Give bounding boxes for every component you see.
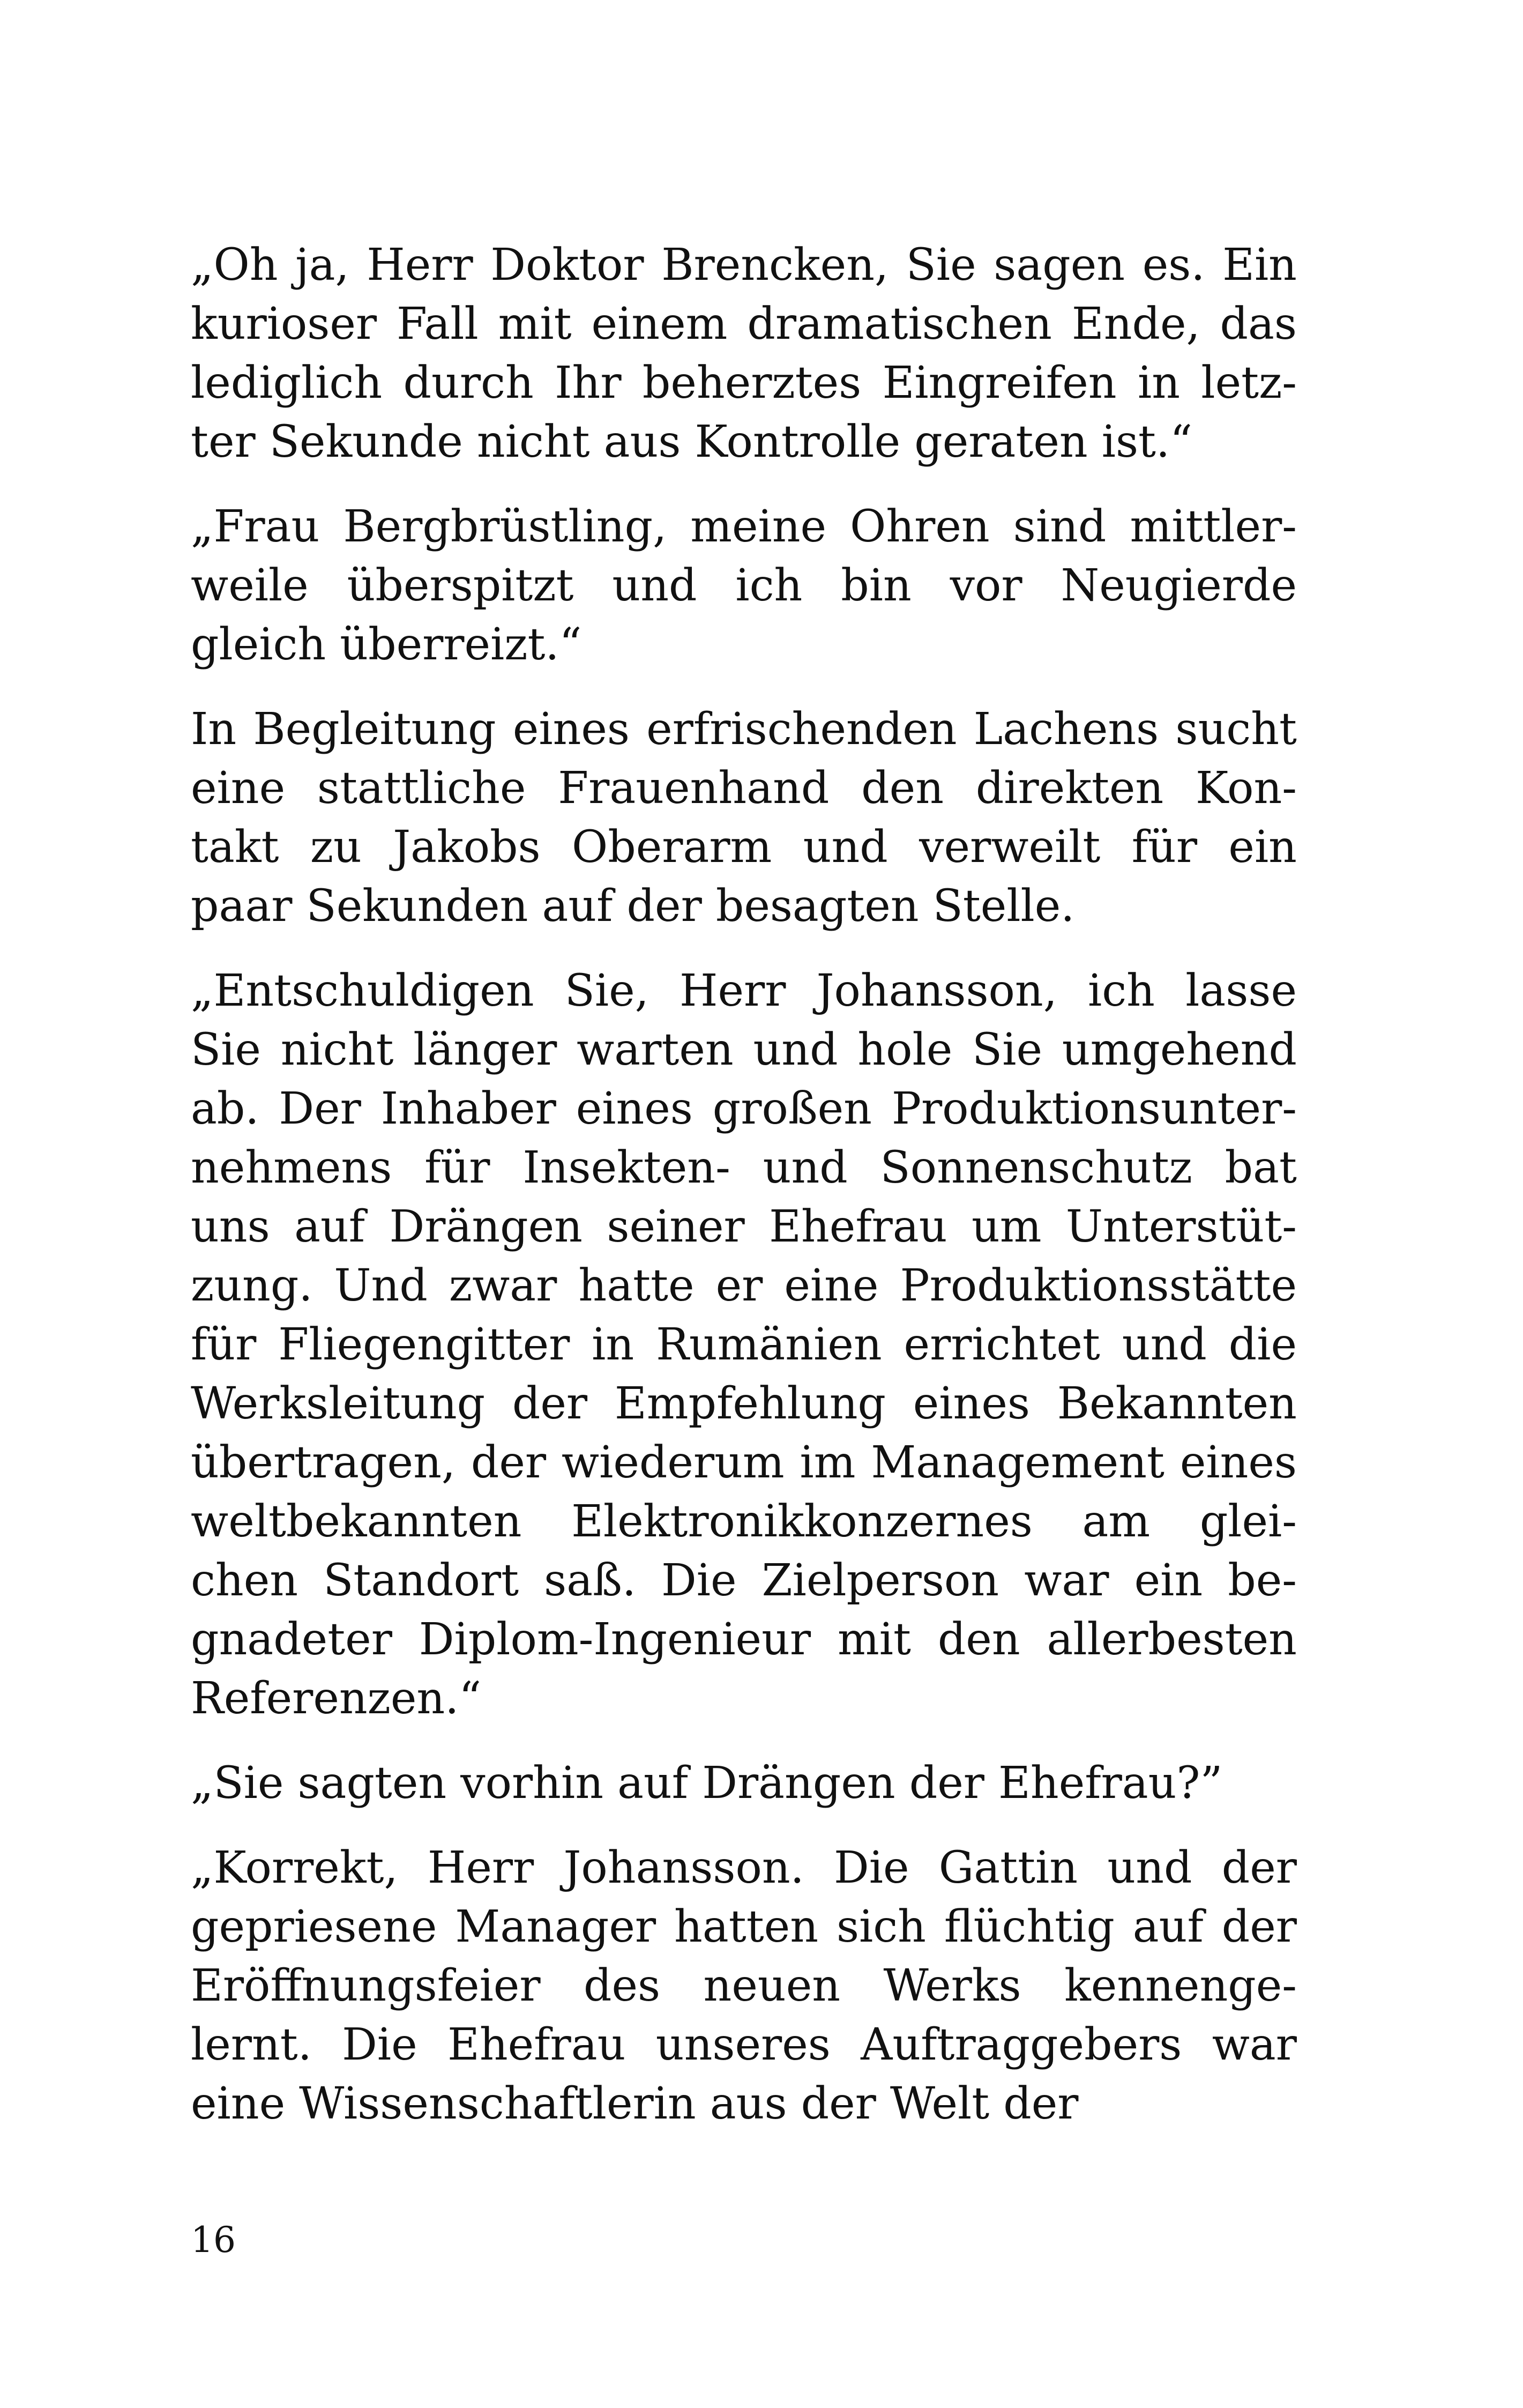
paragraph-3	[191, 700, 1297, 936]
text-line: „Frau Bergbrüstling, meine Ohren sind mittler-	[191, 501, 1297, 552]
text-line: weltbekannten Elektronikkonzernes am glei-	[191, 1496, 1297, 1547]
text-line: zung. Und zwar hatte er eine Produktionsstätte	[191, 1260, 1297, 1311]
text-line: Werksleitung der Empfehlung eines Bekannten	[191, 1378, 1297, 1429]
text-line: In Begleitung eines erfrischenden Lachens sucht	[191, 704, 1297, 755]
text-line: Sie nicht länger warten und hole Sie umgehend	[191, 1024, 1297, 1075]
text-line: nehmens für Insekten- und Sonnenschutz bat	[191, 1142, 1297, 1193]
text-line: „Korrekt, Herr Johansson. Die Gattin und der	[191, 1842, 1297, 1893]
paragraph-5	[191, 1754, 1297, 1813]
text-line: gleich überreizt.“	[191, 619, 582, 670]
text-line: chen Standort saß. Die Zielperson war ein be-	[191, 1555, 1297, 1606]
text-line: kurioser Fall mit einem dramatischen Ende, das	[191, 299, 1297, 350]
text-line: „Sie sagten vorhin auf Drängen der Ehefrau?”	[191, 1758, 1223, 1809]
text-line: „Oh ja, Herr Doktor Brencken, Sie sagen es. Ein	[191, 240, 1297, 291]
text-line: Eröffnungsfeier des neuen Werks kennenge-	[191, 1960, 1297, 2011]
text-line: gnadeter Diplom-Ingenieur mit den allerbesten	[191, 1614, 1297, 1665]
paragraph-1	[191, 236, 1297, 472]
body-text	[191, 236, 1297, 2159]
paragraph-6	[191, 1839, 1297, 2134]
paragraph-2	[191, 497, 1297, 674]
text-line: ab. Der Inhaber eines großen Produktionsunter-	[191, 1083, 1297, 1134]
text-line: ter Sekunde nicht aus Kontrolle geraten ist.“	[191, 417, 1192, 467]
paragraph-4	[191, 962, 1297, 1728]
text-line: Referenzen.“	[191, 1673, 482, 1724]
text-line: uns auf Drängen seiner Ehefrau um Unterstüt-	[191, 1201, 1297, 1252]
text-line: lernt. Die Ehefrau unseres Auftraggebers war	[191, 2019, 1297, 2070]
text-line: eine Wissenschaftlerin aus der Welt der	[191, 2078, 1079, 2129]
text-line: übertragen, der wiederum im Management eines	[191, 1437, 1297, 1488]
text-line: takt zu Jakobs Oberarm und verweilt für ein	[191, 822, 1297, 873]
text-line: eine stattliche Frauenhand den direkten Kon-	[191, 763, 1297, 814]
text-line: weile überspitzt und ich bin vor Neugierde	[191, 560, 1297, 611]
text-line: „Entschuldigen Sie, Herr Johansson, ich lasse	[191, 965, 1297, 1016]
text-line: paar Sekunden auf der besagten Stelle.	[191, 881, 1075, 932]
text-line: lediglich durch Ihr beherztes Eingreifen in letz-	[191, 358, 1297, 408]
page-number: 16	[191, 2219, 236, 2261]
text-line: für Fliegengitter in Rumänien errichtet und die	[191, 1319, 1297, 1370]
text-line: gepriesene Manager hatten sich flüchtig auf der	[191, 1901, 1297, 1952]
